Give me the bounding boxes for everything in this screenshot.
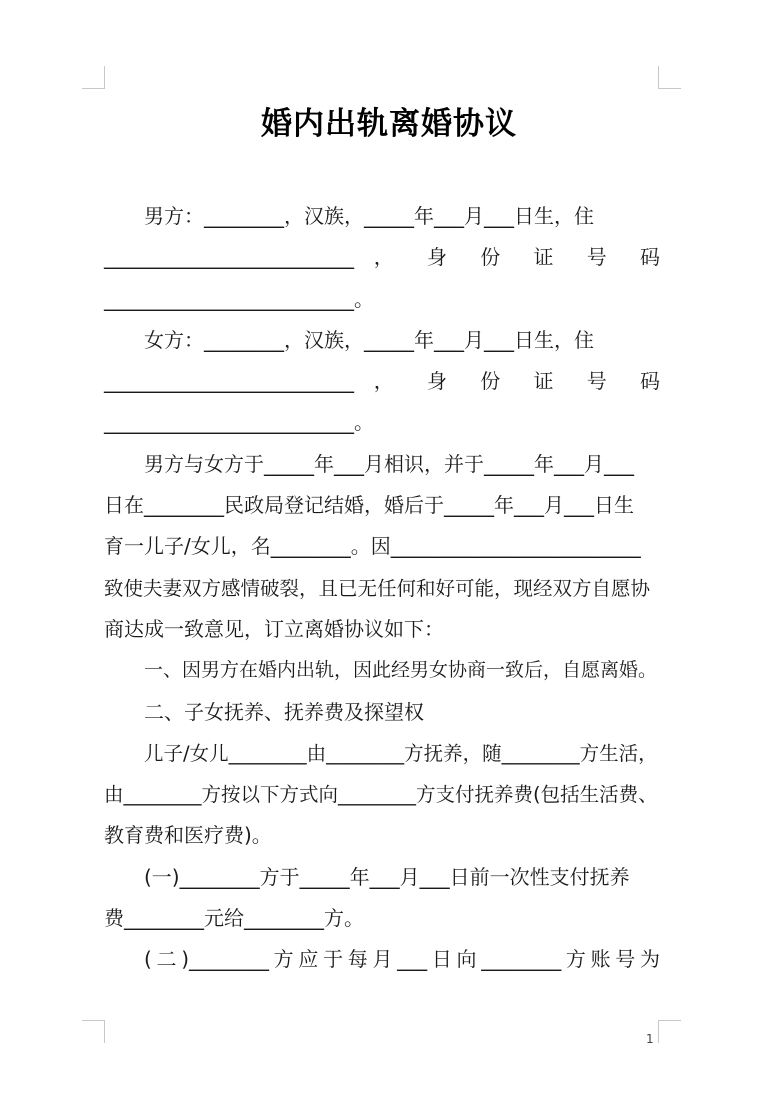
crop-mark-bottom-right: [658, 1020, 681, 1043]
sub-clause-1-line-1: (一)________方于_____年___月___日前一次性支付抚养: [144, 864, 630, 889]
marriage-para-line-3: 育一儿子/女儿，名________。因_________________________: [104, 534, 641, 559]
male-party-line-2: [104, 237, 660, 278]
clause-1: 一、因男方在婚内出轨，因此经男女协商一致后，自愿离婚。: [144, 659, 658, 682]
marriage-para-line-5: 商达成一致意见，订立离婚协议如下：: [104, 616, 444, 641]
document-body: [104, 196, 660, 981]
marriage-para-line-4: 致使夫妻双方感情破裂，且已无任何和好可能，现经双方自愿协: [104, 576, 651, 600]
crop-mark-top-left: [82, 66, 105, 89]
male-party-id-line: _________________________ ， 身 份 证 号 码: [104, 245, 660, 270]
custody-para-line-2: 由________方按以下方式向________方支付抚养费(包括生活费、: [104, 783, 658, 807]
clause-2-heading: 二、子女抚养、抚养费及探望权: [144, 699, 424, 724]
marriage-para-line-1: 男方与女方于_____年___月相识，并于_____年___月___: [144, 451, 634, 476]
male-party-line-1: 男方：________，汉族，_____年___月___日生，住: [144, 204, 594, 228]
document-title: 婚内出轨离婚协议: [261, 106, 517, 142]
male-party-line-3: _________________________。: [104, 286, 374, 311]
sub-clause-1-line-2: 费________元给________方。: [104, 906, 364, 931]
sub-clause-2-line-1: [104, 939, 660, 980]
sub-clause-2-text: (二)________方应于每月___日向________方账号为: [144, 947, 660, 972]
female-party-id-line: _________________________ ， 身 份 证 号 码: [104, 369, 660, 394]
female-party-line-1: 女方：________，汉族，_____年___月___日生，住: [144, 327, 594, 352]
marriage-para-line-2: 日在________民政局登记结婚，婚后于_____年___月___日生: [104, 493, 634, 518]
crop-mark-top-right: [658, 66, 681, 89]
female-party-line-2: [104, 361, 660, 402]
custody-para-line-1: 儿子/女儿________由________方抚养，随________方生活，: [144, 741, 658, 765]
page-number: 1: [646, 1032, 654, 1046]
custody-para-line-3: 教育费和医疗费)。: [104, 823, 272, 848]
female-party-line-3: _________________________。: [104, 410, 374, 435]
crop-mark-bottom-left: [82, 1020, 105, 1043]
